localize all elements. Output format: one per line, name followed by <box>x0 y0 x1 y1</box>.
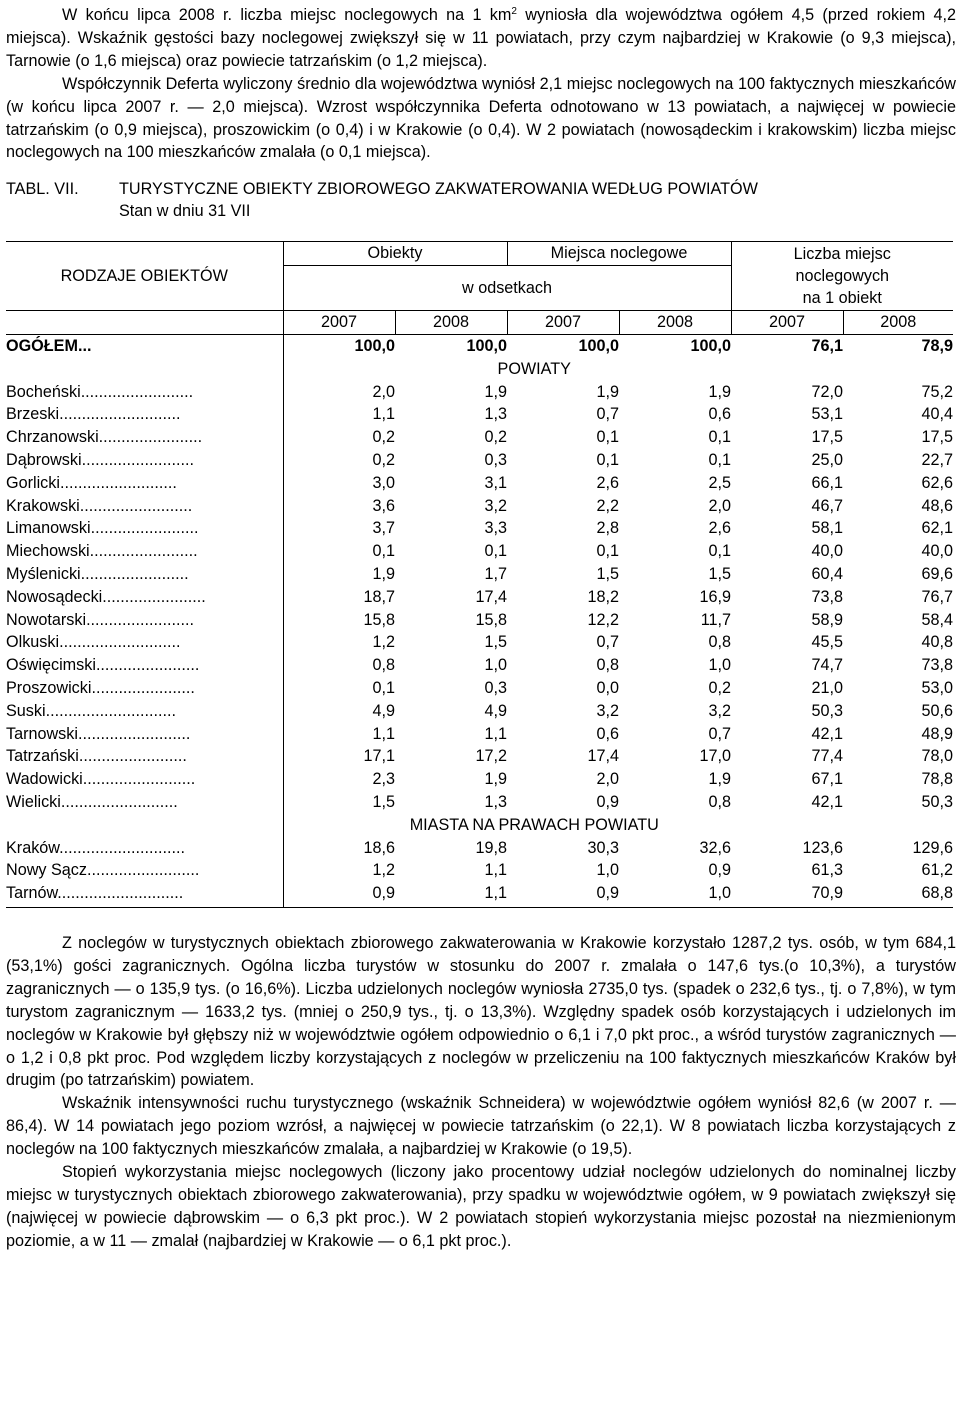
row-label-text: OGÓŁEM <box>6 337 78 356</box>
cell: 60,4 <box>811 565 843 584</box>
cell: 2,0 <box>596 770 619 789</box>
cell: 73,8 <box>921 656 953 675</box>
cell: 18,6 <box>283 837 395 860</box>
cell: 1,9 <box>484 382 507 401</box>
cell: 2,0 <box>708 496 731 515</box>
row-label <box>6 837 283 860</box>
dot-leader: ......................... <box>77 724 191 743</box>
dot-leader: ......................... <box>81 451 195 470</box>
cell: 4,9 <box>484 701 507 720</box>
cell: 40,0 <box>811 542 843 561</box>
table-row-total <box>6 335 953 358</box>
cell: 0,2 <box>484 428 507 447</box>
body-text <box>6 932 956 1253</box>
cell: 0,1 <box>708 451 731 470</box>
header-year: 2008 <box>843 311 953 335</box>
table-row <box>6 403 953 426</box>
row-label <box>6 403 283 426</box>
dot-leader: ....................... <box>91 679 195 698</box>
header-liczba-line1: Liczba miejsc <box>793 245 891 264</box>
row-label-text: Tatrzański <box>6 747 79 766</box>
cell: 1,1 <box>484 724 507 743</box>
cell: 2,3 <box>283 768 395 791</box>
dot-leader: ............................ <box>59 838 186 857</box>
dot-leader: ........................ <box>89 542 198 561</box>
cell: 1,0 <box>484 656 507 675</box>
cell: 21,0 <box>811 679 843 698</box>
cell: 17,0 <box>699 747 731 766</box>
cell: 76,7 <box>921 587 953 606</box>
row-label-text: Brzeski <box>6 405 60 424</box>
cell: 17,5 <box>811 428 843 447</box>
cell: 0,7 <box>596 405 619 424</box>
row-label <box>6 745 283 768</box>
table-title: TURYSTYCZNE OBIEKTY ZBIOROWEGO ZAKWATEROWANIA WEDŁUG POWIATÓW <box>119 180 758 199</box>
cell: 74,7 <box>811 656 843 675</box>
row-label <box>6 563 283 586</box>
cell: 42,1 <box>811 724 843 743</box>
cell: 0,2 <box>283 426 395 449</box>
header-liczba-line2: noclegowych <box>795 267 890 286</box>
dot-leader: ........................ <box>90 519 199 538</box>
cell: 15,8 <box>283 609 395 632</box>
row-label-text: Tarnowski <box>6 724 78 743</box>
cell: 30,3 <box>587 838 619 857</box>
body-paragraph-3: Stopień wykorzystania miejsc noclegowych (liczony jako procentowy udział noclegów udzielonych do nominalnej liczby miejsc w turystycznych obiektach zbiorowego zakwaterowania), przy spadku w województwie ogółem, w 9 powiatach zwiększył się (najwięcej w powiecie dąbrowskim — o 6,3 pkt proc.). W 2 powiatach stopień wykorzystania miejsc pozostał na niezmienionym poziomie, a w 11 — zmalał (najbardziej w Krakowie — o 6,1 pkt proc.). <box>6 1163 956 1250</box>
row-label-text: Nowy Sącz <box>6 861 87 880</box>
cell: 0,1 <box>283 540 395 563</box>
row-label-text: Bocheński <box>6 382 81 401</box>
cell: 40,4 <box>921 405 953 424</box>
row-label <box>6 768 283 791</box>
row-label <box>6 882 283 907</box>
section-title: POWIATY <box>283 358 953 381</box>
cell: 68,8 <box>843 882 953 907</box>
cell: 78,9 <box>921 337 953 356</box>
row-label <box>6 654 283 677</box>
header-year: 2007 <box>283 311 395 335</box>
cell: 0,2 <box>283 449 395 472</box>
cell: 0,6 <box>596 724 619 743</box>
cell: 78,8 <box>921 770 953 789</box>
cell: 18,2 <box>587 587 619 606</box>
cell: 2,8 <box>596 519 619 538</box>
row-label <box>6 586 283 609</box>
cell: 3,2 <box>596 701 619 720</box>
dot-leader: .......................... <box>59 473 177 492</box>
row-label <box>6 700 283 723</box>
cell: 0,3 <box>484 451 507 470</box>
cell: 3,2 <box>484 496 507 515</box>
row-label-text: Nowotarski <box>6 610 87 629</box>
section-spacer <box>6 814 283 837</box>
header-liczba <box>731 242 953 311</box>
table-subtitle: Stan w dniu 31 VII <box>119 202 251 221</box>
table-row <box>6 426 953 449</box>
row-label-text: Miechowski <box>6 542 90 561</box>
cell: 0,1 <box>596 542 619 561</box>
cell: 0,9 <box>507 882 619 907</box>
cell: 22,7 <box>921 451 953 470</box>
header-year: 2008 <box>619 311 731 335</box>
table-row <box>6 609 953 632</box>
cell: 0,9 <box>596 793 619 812</box>
cell: 73,8 <box>811 587 843 606</box>
cell: 1,9 <box>708 382 731 401</box>
row-label <box>6 723 283 746</box>
row-label <box>6 449 283 472</box>
dot-leader: ....................... <box>98 428 203 447</box>
intro-line-start: W końcu lipca 2008 r. liczba miejsc noclegowych na 1 km <box>62 6 512 24</box>
body-paragraph-1: Z noclegów w turystycznych obiektach zbiorowego zakwaterowania w Krakowie korzystało 1287,2 tys. osób, w tym 684,1 (53,1%) gości zagranicznych. Ogólna liczba turystów w stosunku do 2007 r. zmalała o 147,6 tys.(o 10,3%), a turystów zagranicznych — o 135,9 tys. (o 16,6%). Liczba udzielonych noclegów wyniosła 2735,0 tys. (spadek o 232,6 tys., tj. o 7,8%), w tym turystom zagranicznym — 1633,2 tys. (mniej o 250,9 tys., tj. o 13,3%). Względny spadek osób korzystających i udzielonych im noclegów w Krakowie był głębszy niż w województwie ogółem odpowiednio o 6,1 i 7,0 pkt proc., a wśród turystów zagranicznych — o 1,2 i 0,8 pkt proc. Pod względem liczby korzystających z noclegów w przeliczeniu na 100 faktycznych mieszkańców Kraków był drugim (po tatrzańskim) powiatem. <box>6 933 956 1090</box>
row-label <box>6 540 283 563</box>
cell: 32,6 <box>699 838 731 857</box>
cell: 1,3 <box>484 405 507 424</box>
row-label-text: Gorlicki <box>6 473 60 492</box>
table-row <box>6 837 953 860</box>
statistics-table <box>6 241 953 908</box>
row-label-text: Kraków <box>6 838 60 857</box>
cell: 0,8 <box>708 633 731 652</box>
intro-continuation: przed rokiem 4,2 miejsca). Wskaźnik gęstości bazy noclegowej zwiększył się w 11 powiatach, przy czym najbardziej w Krakowie (o 9,3 miejsca), Tarnowie (o 1,6 miejsca) oraz powiecie tatrzańskim (o 1,2 miejsca). <box>6 6 957 70</box>
table-row <box>6 586 953 609</box>
cell: 0,8 <box>708 793 731 812</box>
cell: 0,6 <box>708 405 731 424</box>
cell: 18,7 <box>283 586 395 609</box>
dot-leader: ....................... <box>95 656 200 675</box>
table-row <box>6 723 953 746</box>
cell: 0,1 <box>484 542 507 561</box>
cell: 0,1 <box>283 677 395 700</box>
cell: 0,7 <box>596 633 619 652</box>
cell: 19,8 <box>475 838 507 857</box>
dot-leader: ............................. <box>45 701 177 720</box>
table-row <box>6 495 953 518</box>
header-row-label: RODZAJE OBIEKTÓW <box>6 242 283 311</box>
cell: 1,0 <box>596 861 619 880</box>
intro-paragraph-2: Współczynnik Deferta wyliczony średnio dla województwa wyniósł 2,1 miejsc noclegowych na 100 faktycznych mieszkańców (w końcu lipca 2007 r. — 2,0 miejsca). Wzrost współczynnika Deferta odnotowano w 13 powiatach, a najwięcej w powiecie tatrzańskim (o 0,9 miejsca), proszowickim (o 0,4) i w Krakowie (o 0,4). W 2 powiatach (nowosądeckim i krakowskim) liczba miejsc noclegowych na 100 mieszkańców zmalała (o 0,1 miejsca). <box>6 74 956 162</box>
header-year: 2007 <box>731 311 843 335</box>
header-empty <box>6 311 283 335</box>
table-body <box>6 335 953 908</box>
cell: 1,2 <box>283 631 395 654</box>
cell: 58,4 <box>921 610 953 629</box>
header-year: 2008 <box>395 311 507 335</box>
row-label-text: Chrzanowski <box>6 428 99 447</box>
dot-leader: ........................ <box>78 747 187 766</box>
cell: 17,1 <box>283 745 395 768</box>
row-label <box>6 859 283 882</box>
dot-leader: ........................... <box>59 633 181 652</box>
cell: 1,9 <box>283 563 395 586</box>
cell: 1,9 <box>484 770 507 789</box>
cell: 0,2 <box>708 679 731 698</box>
cell: 69,6 <box>921 565 953 584</box>
cell: 4,9 <box>283 700 395 723</box>
cell: 1,1 <box>283 723 395 746</box>
cell: 48,6 <box>921 496 953 515</box>
cell: 62,6 <box>921 473 953 492</box>
row-label-text: Myślenicki <box>6 565 81 584</box>
cell: 75,2 <box>921 382 953 401</box>
cell: 100,0 <box>690 337 731 356</box>
cell: 1,7 <box>484 565 507 584</box>
cell: 1,0 <box>708 656 731 675</box>
cell: 78,0 <box>921 747 953 766</box>
cell: 3,6 <box>283 495 395 518</box>
section-spacer <box>6 358 283 381</box>
cell: 11,7 <box>700 610 731 629</box>
row-label-text: Nowosądecki <box>6 587 103 606</box>
cell: 53,0 <box>921 679 953 698</box>
table-number: TABL. VII. <box>6 180 79 199</box>
row-label <box>6 381 283 404</box>
row-label <box>6 677 283 700</box>
cell: 3,2 <box>708 701 731 720</box>
cell: 61,2 <box>921 861 953 880</box>
table-row <box>6 677 953 700</box>
dot-leader: ......................... <box>82 770 196 789</box>
row-label-text: Olkuski <box>6 633 60 652</box>
cell: 2,0 <box>283 381 395 404</box>
dot-leader: ........................... <box>59 405 181 424</box>
cell: 0,8 <box>283 654 395 677</box>
cell: 1,1 <box>283 403 395 426</box>
table-row <box>6 859 953 882</box>
cell: 12,2 <box>587 610 619 629</box>
row-label: OGÓŁEM... <box>6 337 92 356</box>
header-year: 2007 <box>507 311 619 335</box>
dot-leader: ........................ <box>80 565 189 584</box>
cell: 0,1 <box>596 451 619 470</box>
row-label <box>6 517 283 540</box>
row-label <box>6 791 283 814</box>
table-row <box>6 745 953 768</box>
cell: 1,3 <box>484 793 507 812</box>
row-label-text: Limanowski <box>6 519 91 538</box>
row-label-text: Oświęcimski <box>6 656 96 675</box>
cell: 3,0 <box>283 472 395 495</box>
table-row <box>6 381 953 404</box>
document-page <box>6 4 956 1253</box>
cell: 61,3 <box>811 861 843 880</box>
table-section-header <box>6 814 953 837</box>
cell: 42,1 <box>811 793 843 812</box>
cell: 72,0 <box>811 382 843 401</box>
cell: 2,6 <box>708 519 731 538</box>
cell: 0,9 <box>708 861 731 880</box>
cell: 2,5 <box>708 473 731 492</box>
table-row <box>6 472 953 495</box>
cell: 1,5 <box>283 791 395 814</box>
cell: 100,0 <box>466 337 507 356</box>
dot-leader: ......................... <box>80 382 194 401</box>
dot-leader: ............................ <box>57 884 184 903</box>
header-liczba-line3: na 1 obiekt <box>802 289 882 308</box>
cell: 3,7 <box>283 517 395 540</box>
table-row <box>6 449 953 472</box>
cell: 1,9 <box>708 770 731 789</box>
table-section-header <box>6 358 953 381</box>
cell: 53,1 <box>811 405 843 424</box>
cell: 15,8 <box>475 610 507 629</box>
cell: 100,0 <box>283 335 395 358</box>
row-label-text: Wadowicki <box>6 770 83 789</box>
cell: 0,1 <box>708 542 731 561</box>
dot-leader: ........................ <box>86 610 195 629</box>
cell: 40,0 <box>921 542 953 561</box>
table-row <box>6 791 953 814</box>
cell: 66,1 <box>811 473 843 492</box>
row-label <box>6 495 283 518</box>
section-title: MIASTA NA PRAWACH POWIATU <box>283 814 953 837</box>
dot-leader: ......................... <box>86 861 200 880</box>
row-label-text: Dąbrowski <box>6 451 82 470</box>
header-miejsca: Miejsca noclegowe <box>507 242 731 266</box>
row-label <box>6 426 283 449</box>
cell: 0,9 <box>283 882 395 907</box>
dot-leader: ......................... <box>79 496 193 515</box>
cell: 17,2 <box>475 747 507 766</box>
cell: 0,7 <box>708 724 731 743</box>
header-w-odsetkach: w odsetkach <box>283 266 731 311</box>
intro-superscript: 2 <box>511 6 517 17</box>
row-label-text: Suski <box>6 701 46 720</box>
cell: 46,7 <box>811 496 843 515</box>
table-row <box>6 654 953 677</box>
cell: 2,6 <box>596 473 619 492</box>
cell: 3,3 <box>484 519 507 538</box>
cell: 16,9 <box>699 587 731 606</box>
cell: 50,6 <box>921 701 953 720</box>
table-row <box>6 700 953 723</box>
row-label-text: Krakowski <box>6 496 80 515</box>
cell: 1,1 <box>484 861 507 880</box>
cell: 1,5 <box>596 565 619 584</box>
cell: 0,8 <box>596 656 619 675</box>
body-paragraph-2: Wskaźnik intensywności ruchu turystycznego (wskaźnik Schneidera) w województwie ogółem wyniósł 82,6 (w 2007 r. — 86,4). W 14 powiatach jego poziom wzrósł, a najwięcej w powiecie tatrzańskim (o 22,1). W 8 powiatach liczba korzystających z noclegów na 100 faktycznych mieszkańców zmalała, a najbardziej w Krakowie (o 19,5). <box>6 1094 956 1159</box>
cell: 76,1 <box>811 337 843 356</box>
intro-line-end: wyniosła dla województwa ogółem 4,5 ( <box>516 6 828 24</box>
row-label <box>6 609 283 632</box>
dot-leader: ....................... <box>102 587 206 606</box>
table-row <box>6 631 953 654</box>
cell: 1,1 <box>395 882 507 907</box>
cell: 1,5 <box>708 565 731 584</box>
cell: 3,1 <box>484 473 507 492</box>
row-label <box>6 631 283 654</box>
cell: 67,1 <box>811 770 843 789</box>
row-label <box>6 472 283 495</box>
cell: 17,4 <box>475 587 507 606</box>
cell: 1,0 <box>619 882 731 907</box>
dot-leader: .......................... <box>60 793 178 812</box>
cell: 62,1 <box>921 519 953 538</box>
cell: 45,5 <box>811 633 843 652</box>
cell: 58,1 <box>811 519 843 538</box>
cell: 50,3 <box>811 701 843 720</box>
cell: 17,4 <box>587 747 619 766</box>
row-label-text: Proszowicki <box>6 679 92 698</box>
cell: 100,0 <box>578 337 619 356</box>
row-label-text: Wielicki <box>6 793 61 812</box>
table-caption <box>6 178 956 230</box>
cell: 1,9 <box>596 382 619 401</box>
cell: 50,3 <box>921 793 953 812</box>
cell: 1,2 <box>283 859 395 882</box>
table-row <box>6 563 953 586</box>
cell: 1,5 <box>484 633 507 652</box>
cell: 25,0 <box>811 451 843 470</box>
table-row <box>6 768 953 791</box>
cell: 48,9 <box>921 724 953 743</box>
intro-paragraph-1 <box>6 4 956 73</box>
cell: 70,9 <box>731 882 843 907</box>
cell: 129,6 <box>912 838 953 857</box>
table-row <box>6 882 953 907</box>
cell: 0,1 <box>596 428 619 447</box>
cell: 40,8 <box>921 633 953 652</box>
cell: 17,5 <box>921 428 953 447</box>
cell: 58,9 <box>811 610 843 629</box>
row-label-text: Tarnów <box>6 884 58 903</box>
cell: 0,0 <box>596 679 619 698</box>
cell: 0,1 <box>708 428 731 447</box>
cell: 123,6 <box>802 838 843 857</box>
header-obiekty: Obiekty <box>283 242 507 266</box>
table-row <box>6 540 953 563</box>
cell: 2,2 <box>596 496 619 515</box>
cell: 77,4 <box>811 747 843 766</box>
table-row <box>6 517 953 540</box>
cell: 0,3 <box>484 679 507 698</box>
